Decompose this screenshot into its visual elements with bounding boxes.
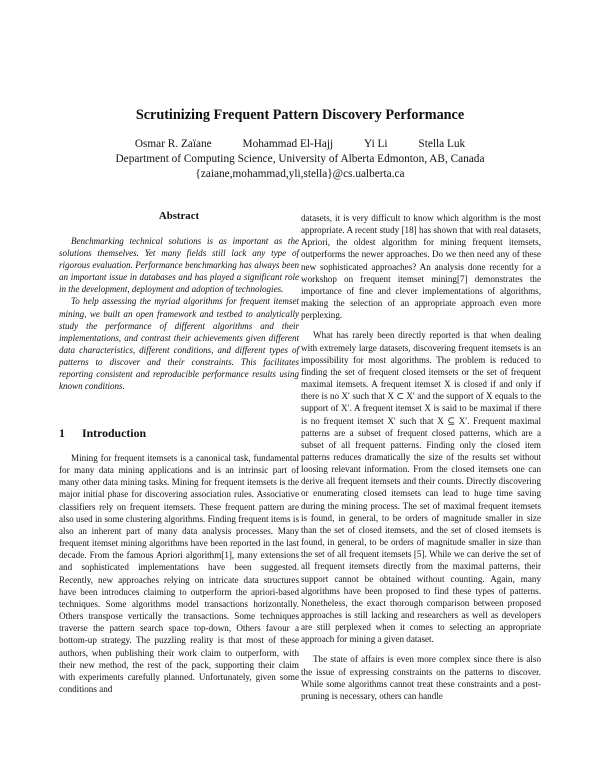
body-paragraph: The state of affairs is even more complex since there is also the issue of expressing constraints on the patterns to discover. While some algorithms cannot treat these constraints and a post-pruning is necessary, others can handle bbox=[301, 654, 541, 701]
body-paragraph: datasets, it is very difficult to know which algorithm is the most appropriate. A recent study [18] has shown that with real datasets, Apriori, the oldest algorithm for mining frequent itemsets, outperforms the newer approaches. Do we then need any of these new sophisticated approaches? An analysis done recently for a workshop on frequent itemset mining[7] demonstrates the importance of fine and clever implementations of algorithms, making the selection of an appropriate approach even more perplexing. bbox=[301, 213, 541, 321]
right-column-body bbox=[301, 212, 541, 702]
author-list bbox=[0, 138, 600, 150]
author-emails: {zaiane,mohammad,yli,stella}@cs.ualberta.ca bbox=[195, 168, 405, 180]
section-number: 1 bbox=[59, 426, 65, 440]
author-name: Yi Li bbox=[364, 138, 388, 150]
abstract-paragraph: To help assessing the myriad algorithms for frequent itemset mining, we built an open framework and testbed to analytically study the performance of different algorithms and their implementations, and contrast their achievements given different data characteristics, different conditions, and different types of patterns to discover and their constraints. This facilitates reporting consistent and reproducible performance results using known conditions. bbox=[59, 296, 299, 392]
author-name: Osmar R. Zaïane bbox=[134, 138, 212, 150]
section-heading bbox=[59, 426, 146, 441]
body-paragraph: Mining for frequent itemsets is a canonical task, fundamental for many data mining applications and is an intrinsic part of many other data mining tasks. Mining for frequent itemsets is the major initial phase for discovering association rules. Associative classifiers rely on frequent itemsets. These frequent pattern are also used in some clustering algorithms. Finding frequent items is also an inherent part of many data analysis processes. Many frequent itemset mining algorithms have been reported in the last decade. From the famous Apriori algorithm[1], many extensions and sophisticated implementations have been suggested. Recently, new approaches relying on intricate data structures have been introduces claiming to outperform the apriori-based techniques. Some algorithms model transactions horizontally. Others transpose vertically the transactions. Some techniques traverse the pattern search space top-down, Others favour a bottom-up strategy. The puzzling reality is that most of these authors, when publishing their work claim to outperform, with their new method, the rest of the pack, supporting their claim with experiments carefully planned. Unfortunately, given some conditions and bbox=[59, 453, 299, 694]
paper-title: Scrutinizing Frequent Pattern Discovery Performance bbox=[135, 107, 465, 123]
author-name: Stella Luk bbox=[418, 138, 466, 150]
body-paragraph: What has rarely been directly reported is that when dealing with extremely large datasets, discovering frequent itemsets is an impossibility for most algorithms. The problem is reduced to finding the set of frequent closed itemsets or the set of frequent maximal itemsets. A frequent itemset X is closed if and only if there is no X′ such that X ⊂ X′ and the support of X equals to the support of X′. A frequent itemset X is said to be maximal if there is no frequent itemset X′ such that X ⊆ X′. Frequent maximal patterns are a subset of frequent closed patterns, which are a subset of all frequent patterns. Finding only the closed item patterns reduces dramatically the size of the results set without loosing relevant information. From the closed itemsets one can derive all frequent itemsets and their counts. Directly discovering or enumerating closed itemsets can lead to huge time saving during the mining process. The set of maximal frequent itemsets is found, in general, to be orders of magnitude smaller in size than the set of closed itemsets, and the set of closed itemsets is found, in general, to be orders of magnitude smaller in size than the set of all frequent itemsets [5]. While we can derive the set of all frequent itemsets directly from the maximal patterns, their support cannot be obtained without counting. Again, many algorithms have been proposed to find these types of patterns. Nonetheless, the exact thorough comparison between proposed approaches is still lacking and researchers as well as developers are still perplexed when it comes to selecting an appropriate approach for mining a given dataset. bbox=[301, 330, 541, 645]
abstract-heading: Abstract bbox=[158, 210, 200, 222]
author-name: Mohammad El-Hajj bbox=[242, 138, 334, 150]
abstract-body bbox=[59, 235, 299, 392]
abstract-paragraph: Benchmarking technical solutions is as important as the solutions themselves. Yet many fields still lack any type of rigorous evaluation. Performance benchmarking has always been an important issue in databases and has played a significant role in the development, deployment and adoption of technologies. bbox=[59, 236, 299, 295]
introduction-body bbox=[59, 452, 299, 695]
section-title: Introduction bbox=[82, 426, 147, 440]
affiliation: Department of Computing Science, University of Alberta Edmonton, AB, Canada bbox=[115, 153, 485, 165]
